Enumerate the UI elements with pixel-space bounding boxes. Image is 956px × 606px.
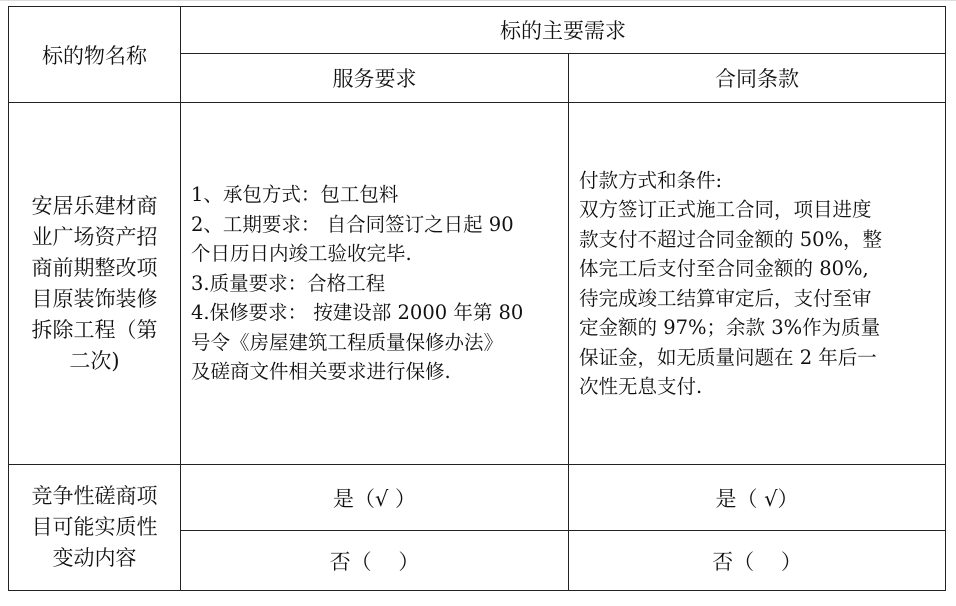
service-line: 个日历日内竣工验收完毕. bbox=[191, 242, 412, 266]
service-line: 1、承包方式：包工包料 bbox=[191, 183, 399, 207]
contract-yes-option: 是（ √） bbox=[715, 486, 799, 511]
contract-yes-cell bbox=[569, 465, 946, 531]
page-top-border bbox=[0, 0, 956, 1]
subject-name-cell bbox=[9, 103, 181, 465]
contract-line: 款支付不超过合同金额的 50%，整 bbox=[579, 227, 883, 251]
subject-name-line: 二次) bbox=[69, 348, 120, 373]
header-service-requirements bbox=[181, 54, 569, 103]
header-main-requirements-text: 标的主要需求 bbox=[500, 19, 626, 43]
service-yes-cell bbox=[181, 465, 569, 531]
requirements-table bbox=[8, 6, 946, 591]
service-line: 2、工期要求： 自合同签订之日起 90 bbox=[191, 212, 514, 236]
service-requirements-cell bbox=[181, 103, 569, 465]
contract-line: 双方签订正式施工合同，项目进度 bbox=[579, 198, 872, 221]
contract-line: 待完成竣工结算审定后，支付至审 bbox=[579, 286, 872, 310]
subject-name-line: 安居乐建材商 bbox=[31, 193, 158, 218]
service-no-cell bbox=[181, 531, 569, 591]
contract-line: 次性无息支付. bbox=[579, 375, 703, 398]
subject-name-line: 目原装饰装修 bbox=[31, 286, 158, 311]
change-label-line: 目可能实质性 bbox=[31, 515, 158, 539]
header-contract-terms bbox=[569, 54, 946, 103]
header-subject-name bbox=[9, 7, 181, 103]
service-line: 3.质量要求：合格工程 bbox=[191, 271, 386, 295]
header-main-requirements bbox=[181, 7, 946, 54]
contract-no-cell bbox=[569, 531, 946, 591]
service-line: 号令《房屋建筑工程质量保修办法》 bbox=[191, 330, 504, 354]
contract-line: 付款方式和条件: bbox=[579, 168, 723, 192]
contract-line: 定金额的 97%；余款 3%作为质量 bbox=[579, 316, 881, 339]
change-label-line: 变动内容 bbox=[52, 546, 137, 570]
contract-no-option: 否（ ） bbox=[712, 549, 802, 574]
subject-name-line: 拆除工程（第 bbox=[31, 317, 158, 342]
header-subject-name-text: 标的物名称 bbox=[42, 43, 147, 68]
header-contract-terms-text: 合同条款 bbox=[715, 67, 799, 91]
service-line: 4.保修要求： 按建设部 2000 年第 80 bbox=[191, 301, 524, 325]
change-content-label-cell bbox=[9, 465, 181, 591]
subject-name-line: 商前期整改项 bbox=[31, 255, 158, 280]
service-no-option: 否（ ） bbox=[329, 549, 420, 574]
service-line: 及磋商文件相关要求进行保修. bbox=[191, 360, 451, 384]
header-service-requirements-text: 服务要求 bbox=[332, 67, 417, 91]
contract-line: 体完工后支付至合同金额的 80%, bbox=[579, 257, 869, 280]
subject-name-line: 业广场资产招 bbox=[31, 224, 158, 249]
change-label-line: 竞争性磋商项 bbox=[31, 484, 158, 508]
contract-terms-cell bbox=[569, 103, 946, 465]
service-yes-option: 是（√ ） bbox=[332, 486, 417, 511]
contract-line: 保证金，如无质量问题在 2 年后一 bbox=[579, 345, 877, 369]
